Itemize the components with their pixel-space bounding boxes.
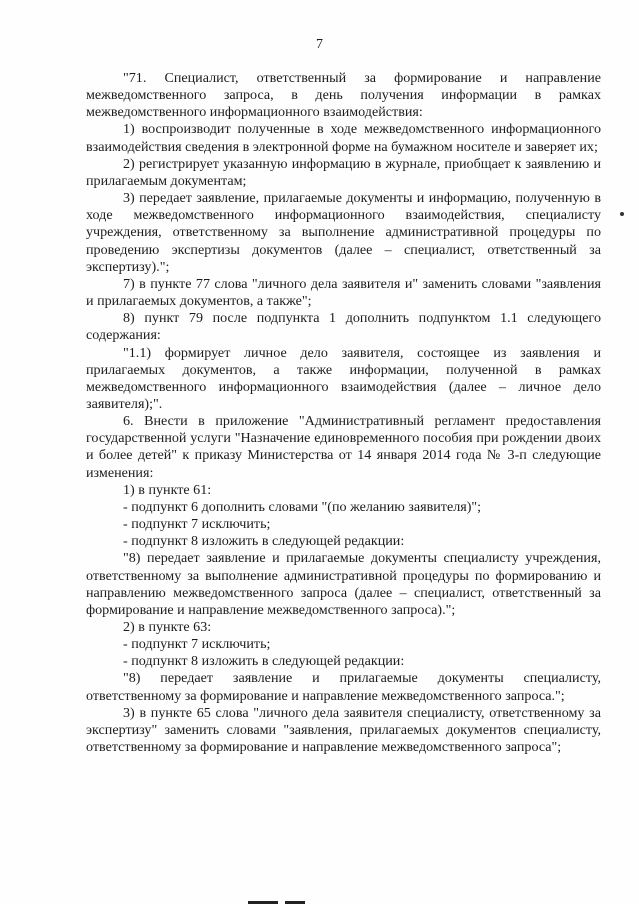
paragraph-subitem-1-1: "1.1) формирует личное дело заявителя, состоящее из заявления и прилагаемых документов, а также информации, полученной в рамках межведомственного информационного взаимодействия (далее – личное дело заявителя);". bbox=[86, 344, 601, 412]
paragraph-61-sub-8-text: "8) передает заявление и прилагаемые документы специалисту учреждения, ответственному за выполнение административной процедуры по формированию и направлению межведомственного запроса (далее – специалист, ответственный за формирование и направление межведомственного запроса)."; bbox=[86, 550, 601, 618]
scan-speck bbox=[620, 212, 624, 216]
document-body bbox=[86, 70, 601, 756]
paragraph-61-sub-6: - подпункт 6 дополнить словами "(по желанию заявителя)"; bbox=[123, 498, 482, 515]
paragraph-point-65: 3) в пункте 65 слова "личного дела заявителя специалисту, ответственному за экспертизу" заменить словами "заявления, прилагаемых документов специалисту, ответственному за формирование и направление межведомственного запроса"; bbox=[86, 704, 601, 756]
paragraph-71-intro: "71. Специалист, ответственный за формирование и направление межведомственного запроса, в день получения информации в рамках межведомственного информационного взаимодействия: bbox=[86, 70, 601, 121]
paragraph-item-8: 8) пункт 79 после подпункта 1 дополнить подпунктом 1.1 следующего содержания: bbox=[86, 310, 601, 344]
paragraph-63-sub-7: - подпункт 7 исключить; bbox=[123, 636, 271, 653]
paragraph-63-sub-8: - подпункт 8 изложить в следующей редакции: bbox=[123, 653, 405, 670]
scan-bottom-edge bbox=[0, 898, 639, 904]
paragraph-63-sub-8-text: "8) передает заявление и прилагаемые документы специалисту, ответственному за формирование и направление межведомственного запроса."; bbox=[86, 670, 601, 704]
paragraph-item-7: 7) в пункте 77 слова "личного дела заявителя и" заменить словами "заявления и прилагаемых документов, а также"; bbox=[86, 275, 601, 310]
paragraph-point-63: 2) в пункте 63: bbox=[123, 619, 212, 635]
paragraph-item-3: 3) передает заявление, прилагаемые документы и информацию, полученную в ходе межведомственного информационного взаимодействия, специалисту учреждения, ответственному за выполнение административной процедуры по проведению экспертизы документов (далее – специалист, ответственный за экспертизу)."; bbox=[86, 190, 601, 275]
paragraph-item-1: 1) воспроизводит полученные в ходе межведомственного информационного взаимодействия сведения в электронной форме на бумажном носителе и заверяет их; bbox=[86, 121, 601, 155]
paragraph-61-sub-7: - подпункт 7 исключить; bbox=[123, 516, 271, 533]
paragraph-item-2: 2) регистрирует указанную информацию в журнале, приобщает к заявлению и прилагаемым документам; bbox=[86, 155, 601, 189]
paragraph-section-6: 6. Внести в приложение "Административный регламент предоставления государственной услуги "Назначение единовременного пособия при рождении двоих и более детей" к приказу Министерства от 14 января 2014 года № 3-п следующие изменения: bbox=[86, 413, 601, 481]
page-number: 7 bbox=[316, 37, 323, 52]
paragraph-61-sub-8: - подпункт 8 изложить в следующей редакции: bbox=[123, 533, 405, 550]
paragraph-point-61: 1) в пункте 61: bbox=[123, 481, 212, 498]
